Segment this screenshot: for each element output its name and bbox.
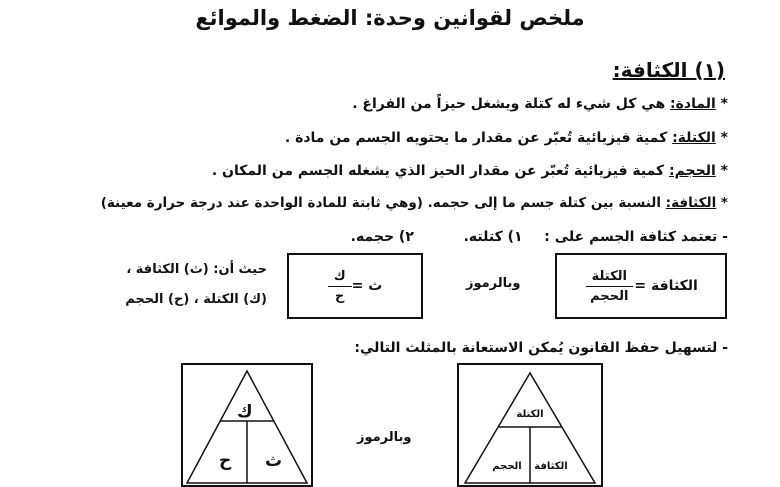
- depends-item-2: ٢) حجمه.: [350, 229, 414, 245]
- triangle-right-word: الحجم: [492, 461, 522, 472]
- definition-term: المادة:: [670, 96, 716, 112]
- bullet: *: [715, 96, 728, 112]
- definition-matter: [352, 96, 728, 112]
- fraction-numerator: ك: [328, 269, 352, 287]
- definition-density: [101, 195, 728, 211]
- formula-symbols-fraction: [328, 269, 352, 304]
- formula-words-box: [555, 253, 727, 319]
- definition-text: كمية فيزيائية تُعبّر عن مقدار الحيز الذي يشغله الجسم من المكان .: [211, 163, 669, 179]
- definition-text: النسبة بين كتلة جسم ما إلى حجمه. (وهي ثابتة للمادة الواحدة عند درجة حرارة معينة): [100, 195, 666, 211]
- bullet: *: [715, 130, 728, 146]
- definition-text: هي كل شيء له كتلة ويشغل حيزاً من الفراغ .: [352, 96, 671, 112]
- definition-volume: [212, 163, 728, 179]
- symbols-label: وبالرموز: [466, 276, 521, 291]
- definition-mass: [285, 130, 728, 146]
- triangle-right-symbol: ح: [219, 451, 232, 471]
- words-triangle: [459, 365, 601, 485]
- words-triangle-box: [457, 363, 603, 487]
- page-title: ملخص لقوانين وحدة: الضغط والموائع: [195, 6, 585, 30]
- triangle-top-symbol: ك: [237, 402, 253, 422]
- formula-symbols-lhs: ث =: [351, 278, 383, 294]
- definition-term: الحجم:: [668, 163, 716, 179]
- triangle-left-symbol: ث: [265, 451, 283, 471]
- definition-term: الكتلة:: [672, 130, 716, 146]
- symbols-triangle-box: [181, 363, 313, 487]
- fraction-numerator: الكتلة: [586, 269, 633, 287]
- triangle-left-word: الكثافة: [534, 461, 568, 472]
- where-line-1: حيث أن: (ث) الكثافة ،: [126, 262, 267, 277]
- bullet: *: [716, 195, 728, 211]
- fraction-denominator: الحجم: [590, 288, 629, 304]
- definition-text: كمية فيزيائية تُعبّر عن مقدار ما يحتويه الجسم من مادة .: [284, 130, 673, 146]
- depends-line: [351, 229, 728, 245]
- formula-symbols-box: [287, 253, 423, 319]
- fraction-denominator: ح: [334, 288, 345, 304]
- depends-lead: - تعتمد كثافة الجسم على :: [544, 229, 728, 245]
- section-heading: (١) الكثافة:: [612, 58, 725, 82]
- triangle-top-word: الكتلة: [516, 409, 544, 420]
- triangle-symbols-label: وبالرموز: [357, 430, 412, 445]
- definition-term: الكثافة:: [665, 195, 717, 211]
- formula-words-fraction: [584, 269, 634, 304]
- symbols-triangle: [183, 365, 311, 485]
- bullet: *: [715, 163, 728, 179]
- formula-words-lhs: الكثافة =: [634, 278, 698, 294]
- depends-item-1: ١) كتلته.: [463, 229, 523, 245]
- triangle-intro: - لتسهيل حفظ القانون يُمكن الاستعانة بالمثلث التالي:: [354, 340, 728, 356]
- where-line-2: (ك) الكتلة ، (ح) الحجم: [125, 292, 267, 307]
